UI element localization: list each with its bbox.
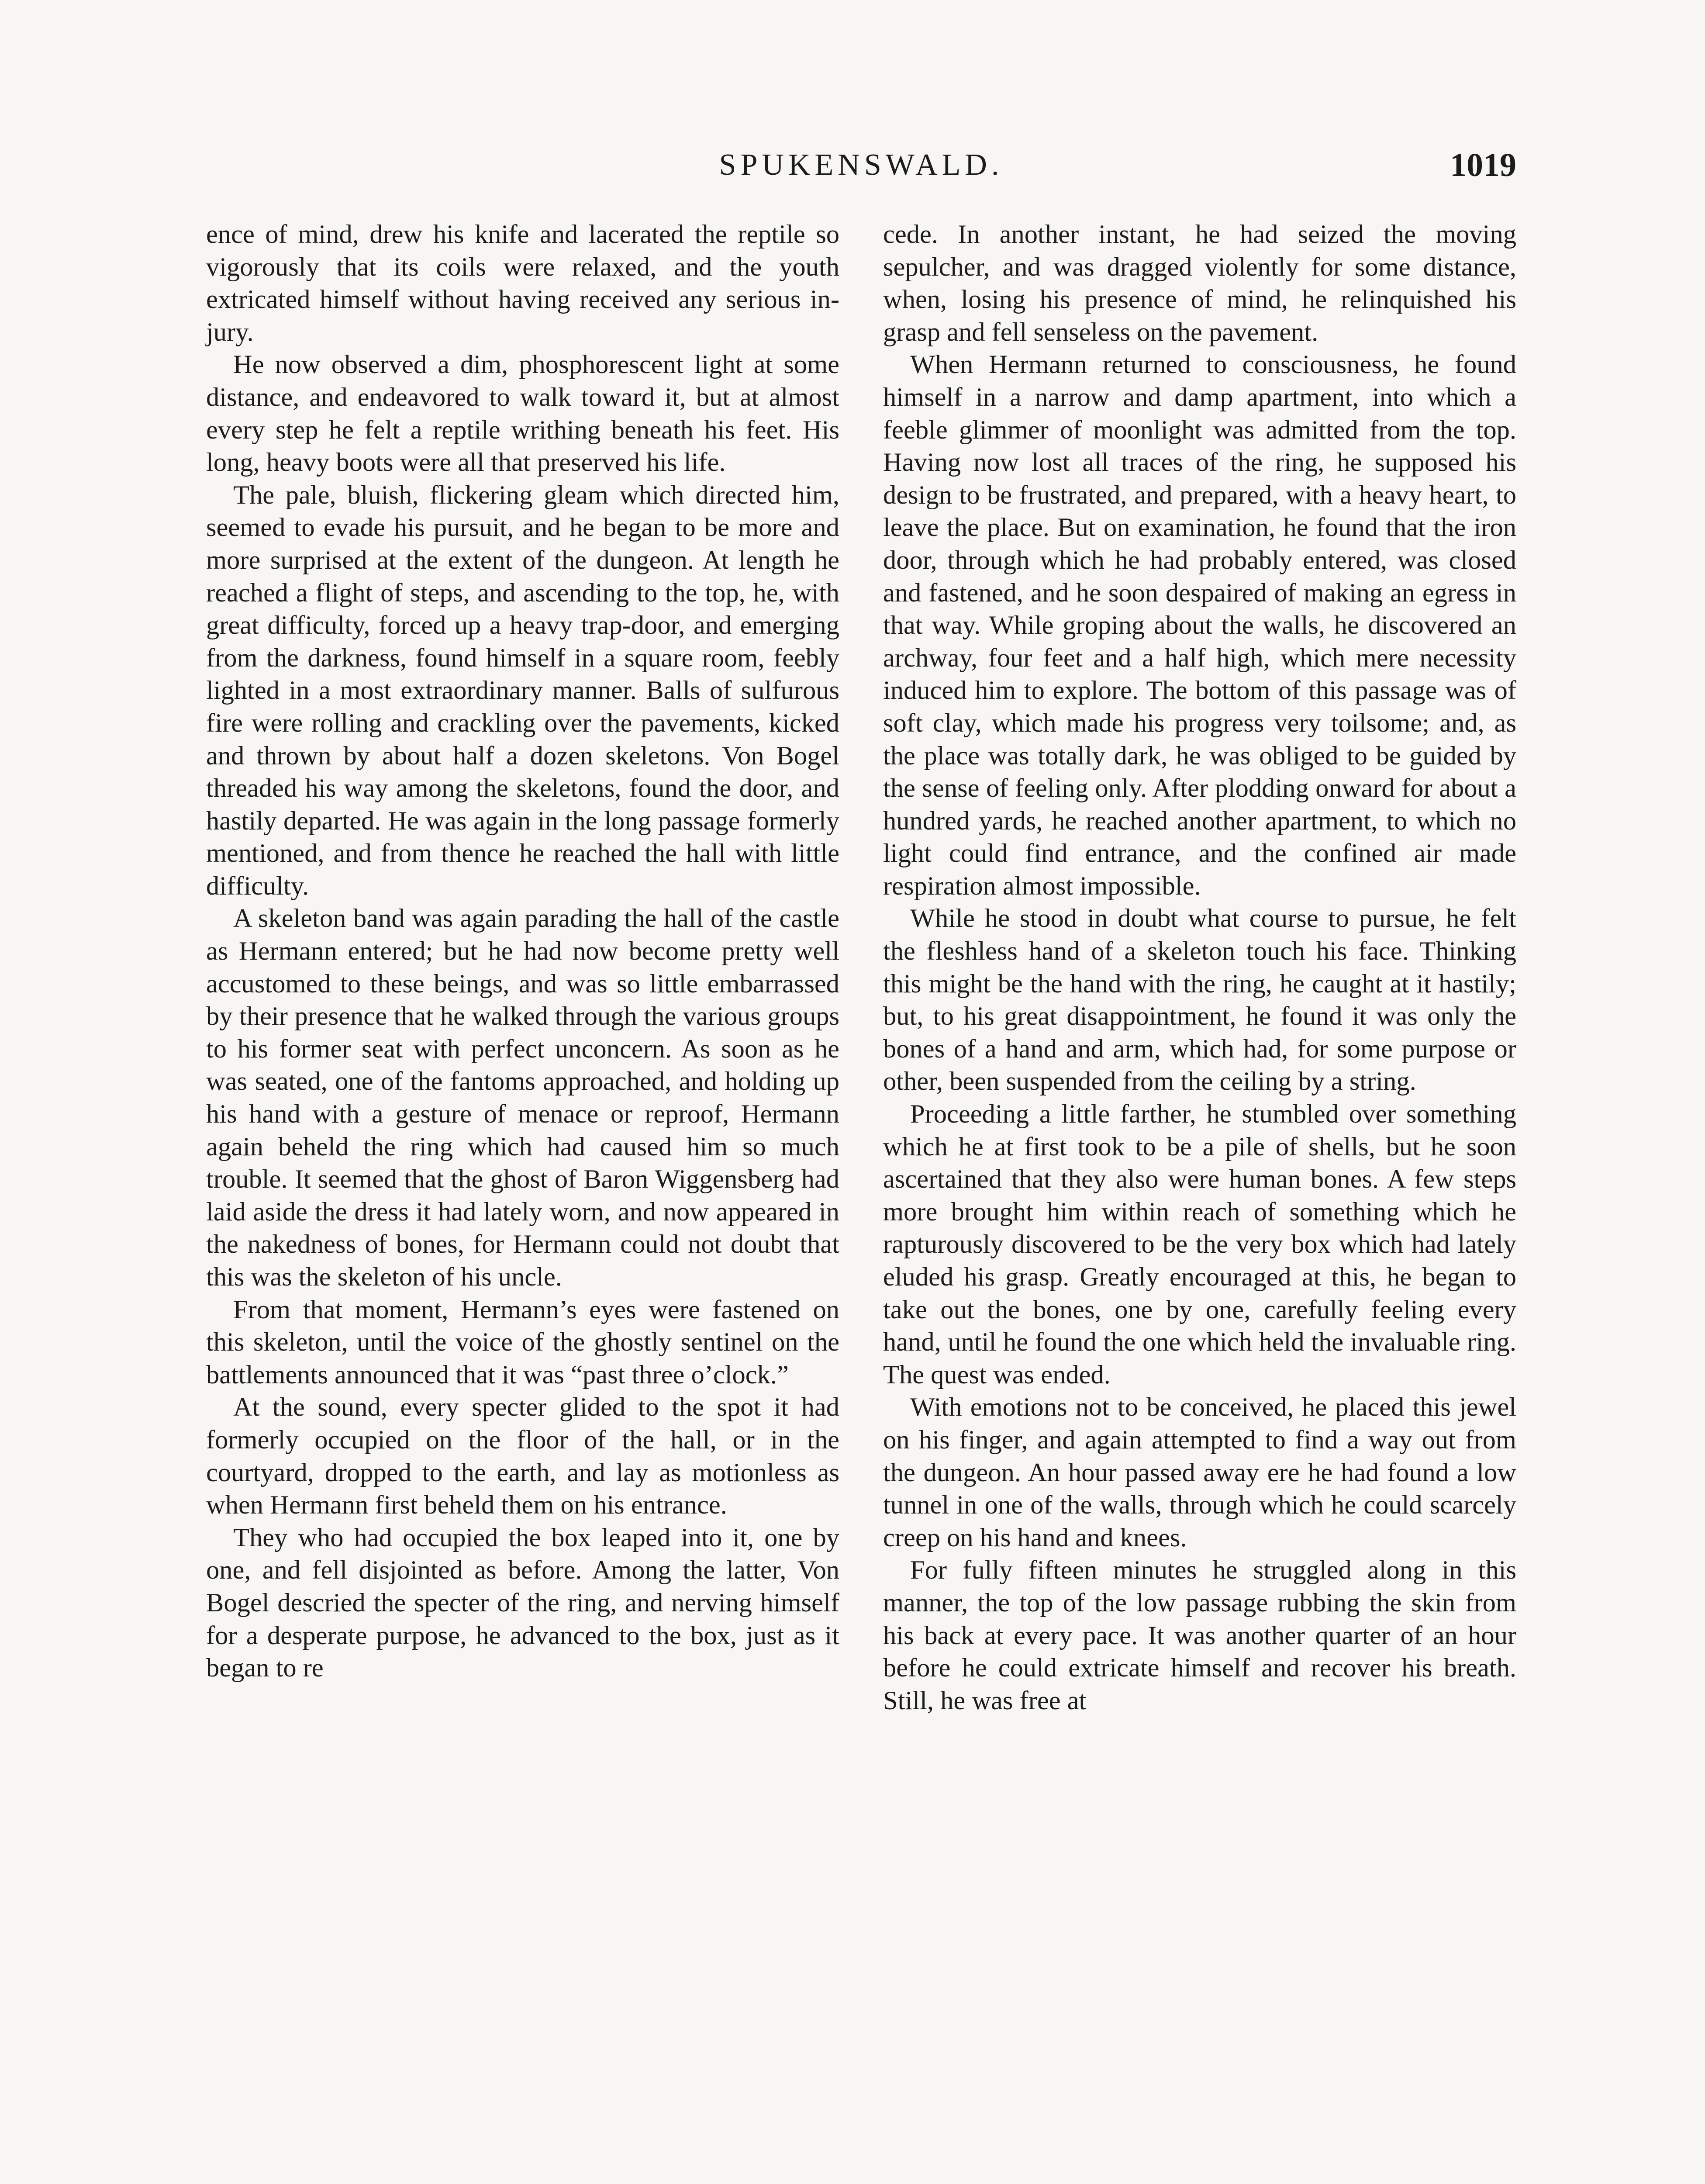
paragraph: With emotions not to be conceived, he placed this jewel on his finger, and again attempted to find a way out from the dungeon. An hour passed away ere he had found a low tunnel in one of the walls, through which he could scarcely creep on his hand and knees.	[883, 1393, 1516, 1552]
page-number: 1019	[1450, 147, 1516, 183]
paragraph: He now observed a dim, phosphorescent light at some distance, and endeavored to walk toward it, but at almost every step he felt a reptile writhing beneath his feet. His long, heavy boots were all that preserved his life.	[206, 350, 839, 477]
paragraph: Proceeding a little farther, he stumbled over something which he at first took to be a pile of shells, but he soon ascertained that they also were human bones. A few steps more brought him within reach of something which he rapturously discovered to be the very box which had lately eluded his grasp. Greatly encouraged at this, he began to take out the bones, one by one, carefully feeling every hand, until he found the one which held the invaluable ring. The quest was ended.	[883, 1099, 1516, 1389]
running-title: SPUKENSWALD.	[719, 148, 1004, 182]
left-column	[206, 218, 839, 1685]
paragraph: While he stood in doubt what course to pursue, he felt the fleshless hand of a skeleton touch his face. Thinking this might be the hand with the ring, he caught at it hastily; but, to his great disappointment, he found it was only the bones of a hand and arm, which had, for some purpose or other, been suspended from the ceiling by a string.	[883, 904, 1516, 1096]
paragraph: A skeleton band was again parading the hall of the castle as Hermann entered; but he had now become pretty well accustomed to these beings, and was so little embarrassed by their presence that he walked through the various groups to his former seat with perfect unconcern. As soon as he was seated, one of the fantoms approached, and holding up his hand with a gesture of menace or reproof, Hermann again beheld the ring which had caused him so much trouble. It seemed that the ghost of Baron Wiggensberg had laid aside the dress it had lately worn, and now appeared in the nakedness of bones, for Hermann could not doubt that this was the skeleton of his uncle.	[206, 904, 839, 1292]
page-header	[206, 139, 1516, 191]
paragraph: At the sound, every specter glided to the spot it had formerly occupied on the floor of the hall, or in the courtyard, dropped to the earth, and lay as motionless as when Hermann first beheld them on his entrance.	[206, 1393, 839, 1520]
paragraph: When Hermann returned to consciousness, he found himself in a narrow and damp apartment, into which a feeble glimmer of moonlight was admitted from the top. Having now lost all traces of the ring, he supposed his design to be frustrated, and prepared, with a heavy heart, to leave the place. But on examination, he found that the iron door, through which he had probably entered, was closed and fastened, and he soon despaired of making an egress in that way. While groping about the walls, he discovered an archway, four feet and a half high, which mere necessity induced him to explore. The bottom of this passage was of soft clay, which made his progress very toilsome; and, as the place was totally dark, he was obliged to be guided by the sense of feeling only. After plodding onward for about a hundred yards, he reached another apartment, to which no light could find entrance, and the confined air made respiration almost impossible.	[883, 350, 1516, 901]
paragraph: cede. In another instant, he had seized the moving sepulcher, and was dragged violently for some distance, when, losing his presence of mind, he relinquished his grasp and fell senseless on the pavement.	[883, 220, 1516, 347]
paragraph: The pale, bluish, flickering gleam which directed him, seemed to evade his pursuit, and he began to be more and more surprised at the extent of the dungeon. At length he reached a flight of steps, and ascending to the top, he, with great difficulty, forced up a heavy trap-door, and emerging from the darkness, found himself in a square room, feebly lighted in a most extraordinary manner. Balls of sulfurous fire were rolling and crackling over the pavements, kicked and thrown by about half a dozen skeletons. Von Bogel threaded his way among the skeletons, found the door, and hastily departed. He was again in the long passage formerly mentioned, and from thence he reached the hall with little difficulty.	[206, 480, 839, 901]
paragraph: ence of mind, drew his knife and lacerated the reptile so vigorously that its coils were relaxed, and the youth extricated himself without having received any serious injury.	[206, 220, 839, 347]
paragraph: They who had occupied the box leaped into it, one by one, and fell disjointed as before. Among the latter, Von Bogel descried the specter of the ring, and nerving himself for a desperate purpose, he advanced to the box, just as it began to re	[206, 1523, 839, 1683]
right-column	[883, 218, 1516, 1717]
paragraph: For fully fifteen minutes he struggled along in this manner, the top of the low passage rubbing the skin from his back at every pace. It was another quarter of an hour before he could extricate himself and recover his breath. Still, he was free at	[883, 1555, 1516, 1715]
paragraph: From that moment, Hermann’s eyes were fastened on this skeleton, until the voice of the ghostly sentinel on the battlements announced that it was “past three o’clock.”	[206, 1295, 839, 1389]
